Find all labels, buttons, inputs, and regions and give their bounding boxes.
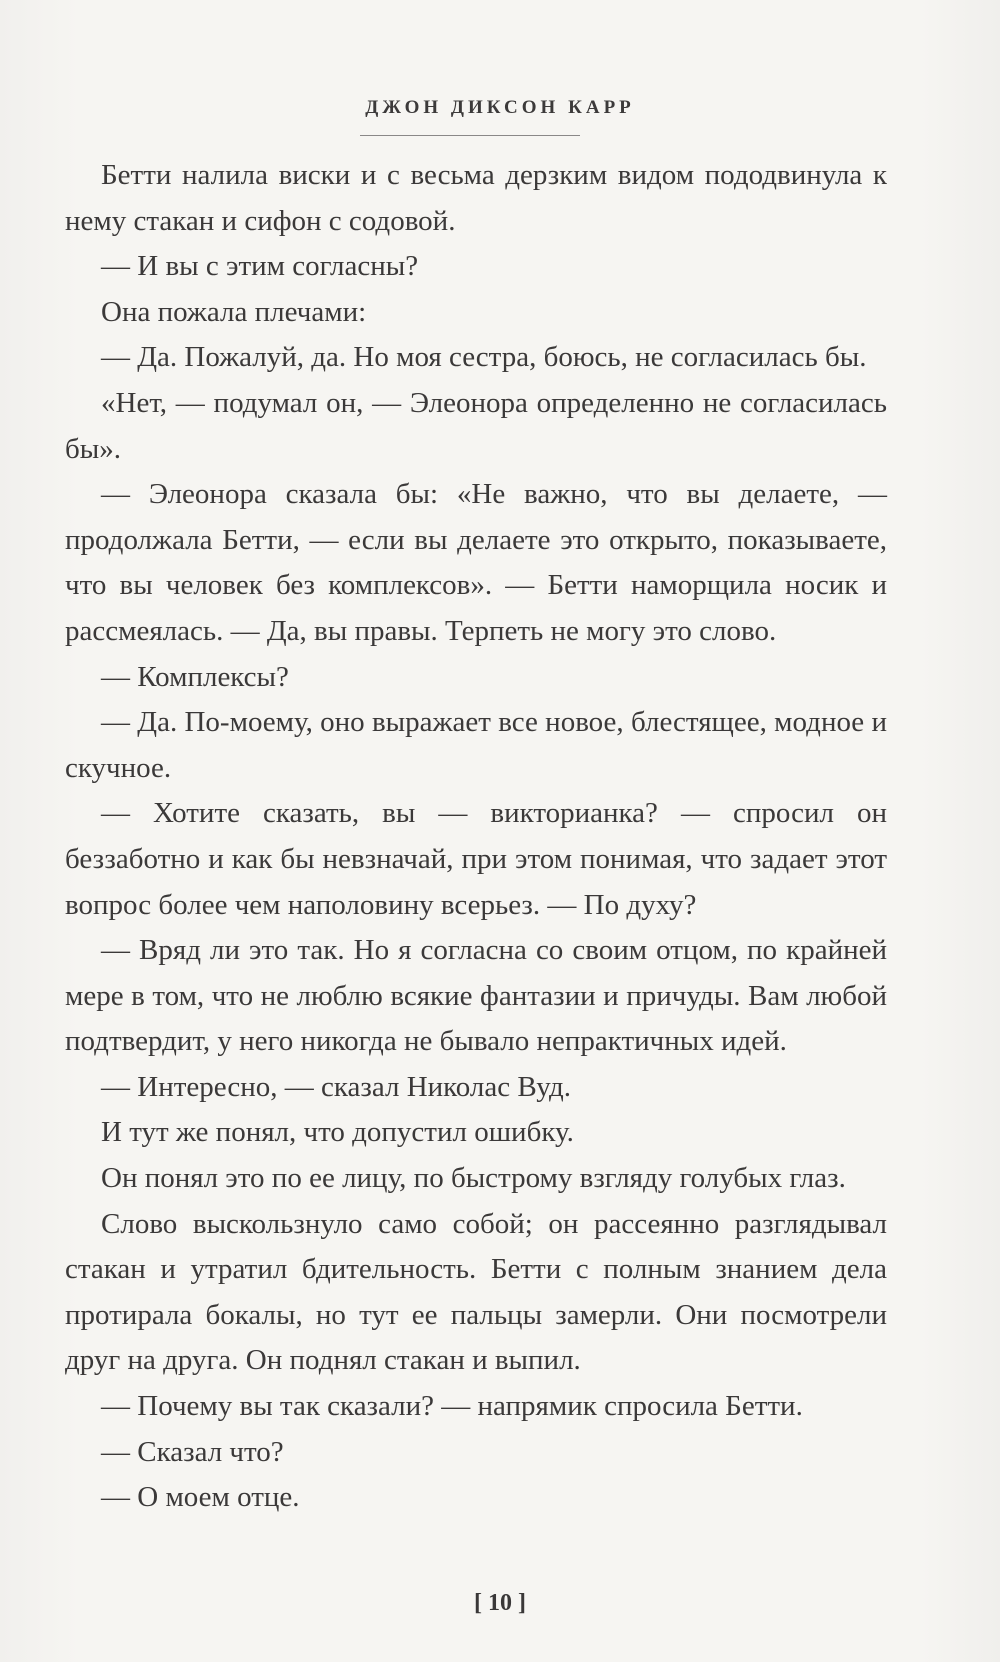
paragraph: «Нет, — подумал он, — Элеонора определенно не согласилась бы».	[65, 386, 887, 465]
paragraph: Он понял это по ее лицу, по быстрому взгляду голубых глаз.	[101, 1162, 846, 1195]
page-number: [ 10 ]	[474, 1590, 526, 1616]
paragraph: — И вы с этим согласны?	[101, 250, 419, 283]
paragraph: — Интересно, — сказал Николас Вуд.	[101, 1070, 571, 1103]
paragraph: — Почему вы так сказали? — напрямик спросила Бетти.	[101, 1390, 803, 1423]
paragraph: — Хотите сказать, вы — викторианка? — спросил он беззаботно и как бы невзначай, при этом понимая, что задает этот вопрос более чем наполовину всерьез. — По духу?	[65, 797, 887, 921]
paragraph: — Элеонора сказала бы: «Не важно, что вы делаете, — продолжала Бетти, — если вы делаете это открыто, показываете, что вы человек без комплексов». — Бетти наморщила носик и рассмеялась. — Да, вы правы. Терпеть не могу это слово.	[65, 478, 887, 647]
paragraph: — О моем отце.	[101, 1481, 300, 1514]
header-rule	[360, 135, 580, 136]
paragraph: — Вряд ли это так. Но я согласна со своим отцом, по крайней мере в том, что не люблю всякие фантазии и причуды. Вам любой подтвердит, у него никогда не бывало непрактичных идей.	[65, 934, 887, 1058]
paragraph: — Комплексы?	[101, 660, 289, 693]
paragraph: И тут же понял, что допустил ошибку.	[101, 1116, 574, 1149]
paragraph: Она пожала плечами:	[101, 295, 367, 328]
paragraph: — Да. По-моему, оно выражает все новое, блестящее, модное и скучное.	[65, 706, 887, 784]
running-head: ДЖОН ДИКСОН КАРР	[365, 97, 635, 118]
body-text	[65, 153, 887, 1521]
paragraph: Слово выскользнуло само собой; он рассеянно разглядывал стакан и утратил бдительность. Бетти с полным знанием дела протирала бокалы, но тут ее пальцы замерли. Они посмотрели друг на друга. Он поднял стакан и выпил.	[65, 1207, 887, 1377]
paragraph: Бетти налила виски и с весьма дерзким видом пододвинула к нему стакан и сифон с содовой.	[65, 159, 887, 237]
paragraph: — Сказал что?	[101, 1435, 284, 1468]
paragraph: — Да. Пожалуй, да. Но моя сестра, боюсь, не согласилась бы.	[101, 341, 867, 374]
